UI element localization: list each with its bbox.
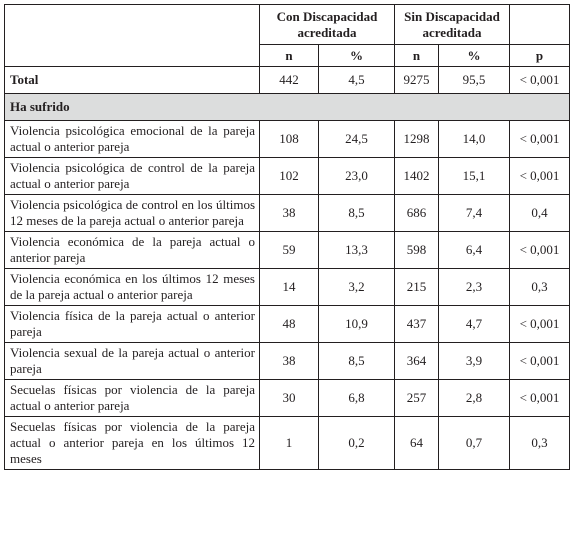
row-p: 0,4 bbox=[510, 195, 570, 232]
row-p: 0,3 bbox=[510, 269, 570, 306]
header-p-spacer bbox=[510, 5, 570, 45]
row-p: < 0,001 bbox=[510, 343, 570, 380]
row-label: Secuelas físicas por violencia de la pareja actual o anterior pareja en los últimos 12 meses bbox=[5, 417, 260, 470]
section-row bbox=[5, 94, 570, 121]
row-n-with: 59 bbox=[260, 232, 319, 269]
row-p: < 0,001 bbox=[510, 158, 570, 195]
row-pct-without: 0,7 bbox=[439, 417, 510, 470]
total-label: Total bbox=[5, 67, 260, 94]
table-row bbox=[5, 232, 570, 269]
row-n-without: 364 bbox=[395, 343, 439, 380]
total-pct-with: 4,5 bbox=[319, 67, 395, 94]
row-pct-without: 7,4 bbox=[439, 195, 510, 232]
row-pct-with: 8,5 bbox=[319, 195, 395, 232]
row-n-without: 686 bbox=[395, 195, 439, 232]
row-label: Violencia económica de la pareja actual o anterior pareja bbox=[5, 232, 260, 269]
row-pct-without: 4,7 bbox=[439, 306, 510, 343]
row-n-with: 38 bbox=[260, 343, 319, 380]
row-n-with: 14 bbox=[260, 269, 319, 306]
header-pct-without: % bbox=[439, 45, 510, 67]
header-p: p bbox=[510, 45, 570, 67]
table-row bbox=[5, 306, 570, 343]
row-pct-with: 3,2 bbox=[319, 269, 395, 306]
data-rows bbox=[5, 121, 570, 470]
row-pct-without: 6,4 bbox=[439, 232, 510, 269]
row-pct-with: 13,3 bbox=[319, 232, 395, 269]
header-without-disability: Sin Discapacidad acreditada bbox=[395, 5, 510, 45]
header-with-disability: Con Discapacidad acreditada bbox=[260, 5, 395, 45]
row-pct-without: 15,1 bbox=[439, 158, 510, 195]
table-row bbox=[5, 380, 570, 417]
row-label: Violencia económica en los últimos 12 meses de la pareja actual o anterior pareja bbox=[5, 269, 260, 306]
table-row bbox=[5, 158, 570, 195]
row-p: < 0,001 bbox=[510, 121, 570, 158]
row-n-with: 1 bbox=[260, 417, 319, 470]
row-pct-with: 0,2 bbox=[319, 417, 395, 470]
header-pct-with: % bbox=[319, 45, 395, 67]
section-label: Ha sufrido bbox=[5, 94, 570, 121]
row-n-without: 64 bbox=[395, 417, 439, 470]
header-empty-cell bbox=[5, 5, 260, 67]
total-n-with: 442 bbox=[260, 67, 319, 94]
row-pct-without: 2,8 bbox=[439, 380, 510, 417]
row-label: Violencia sexual de la pareja actual o anterior pareja bbox=[5, 343, 260, 380]
row-n-without: 257 bbox=[395, 380, 439, 417]
table-row bbox=[5, 195, 570, 232]
total-pct-without: 95,5 bbox=[439, 67, 510, 94]
row-label: Secuelas físicas por violencia de la pareja actual o anterior pareja bbox=[5, 380, 260, 417]
row-n-with: 108 bbox=[260, 121, 319, 158]
row-n-without: 437 bbox=[395, 306, 439, 343]
row-n-with: 38 bbox=[260, 195, 319, 232]
row-label: Violencia física de la pareja actual o anterior pareja bbox=[5, 306, 260, 343]
row-n-without: 215 bbox=[395, 269, 439, 306]
row-pct-with: 24,5 bbox=[319, 121, 395, 158]
row-p: < 0,001 bbox=[510, 380, 570, 417]
row-p: 0,3 bbox=[510, 417, 570, 470]
row-p: < 0,001 bbox=[510, 306, 570, 343]
row-pct-with: 8,5 bbox=[319, 343, 395, 380]
table-row bbox=[5, 121, 570, 158]
row-n-with: 48 bbox=[260, 306, 319, 343]
row-pct-without: 3,9 bbox=[439, 343, 510, 380]
row-pct-with: 6,8 bbox=[319, 380, 395, 417]
table-row bbox=[5, 343, 570, 380]
row-pct-without: 14,0 bbox=[439, 121, 510, 158]
row-pct-without: 2,3 bbox=[439, 269, 510, 306]
table-row bbox=[5, 417, 570, 470]
data-table bbox=[4, 4, 570, 470]
row-n-without: 598 bbox=[395, 232, 439, 269]
row-label: Violencia psicológica de control en los últimos 12 meses de la pareja actual o anterior pareja bbox=[5, 195, 260, 232]
total-row bbox=[5, 67, 570, 94]
row-n-without: 1298 bbox=[395, 121, 439, 158]
total-n-without: 9275 bbox=[395, 67, 439, 94]
header-n-with: n bbox=[260, 45, 319, 67]
header-group-row bbox=[5, 5, 570, 45]
row-n-without: 1402 bbox=[395, 158, 439, 195]
row-label: Violencia psicológica de control de la pareja actual o anterior pareja bbox=[5, 158, 260, 195]
row-n-with: 30 bbox=[260, 380, 319, 417]
table-row bbox=[5, 269, 570, 306]
row-p: < 0,001 bbox=[510, 232, 570, 269]
row-n-with: 102 bbox=[260, 158, 319, 195]
header-n-without: n bbox=[395, 45, 439, 67]
total-p: < 0,001 bbox=[510, 67, 570, 94]
row-pct-with: 23,0 bbox=[319, 158, 395, 195]
row-label: Violencia psicológica emocional de la pareja actual o anterior pareja bbox=[5, 121, 260, 158]
row-pct-with: 10,9 bbox=[319, 306, 395, 343]
